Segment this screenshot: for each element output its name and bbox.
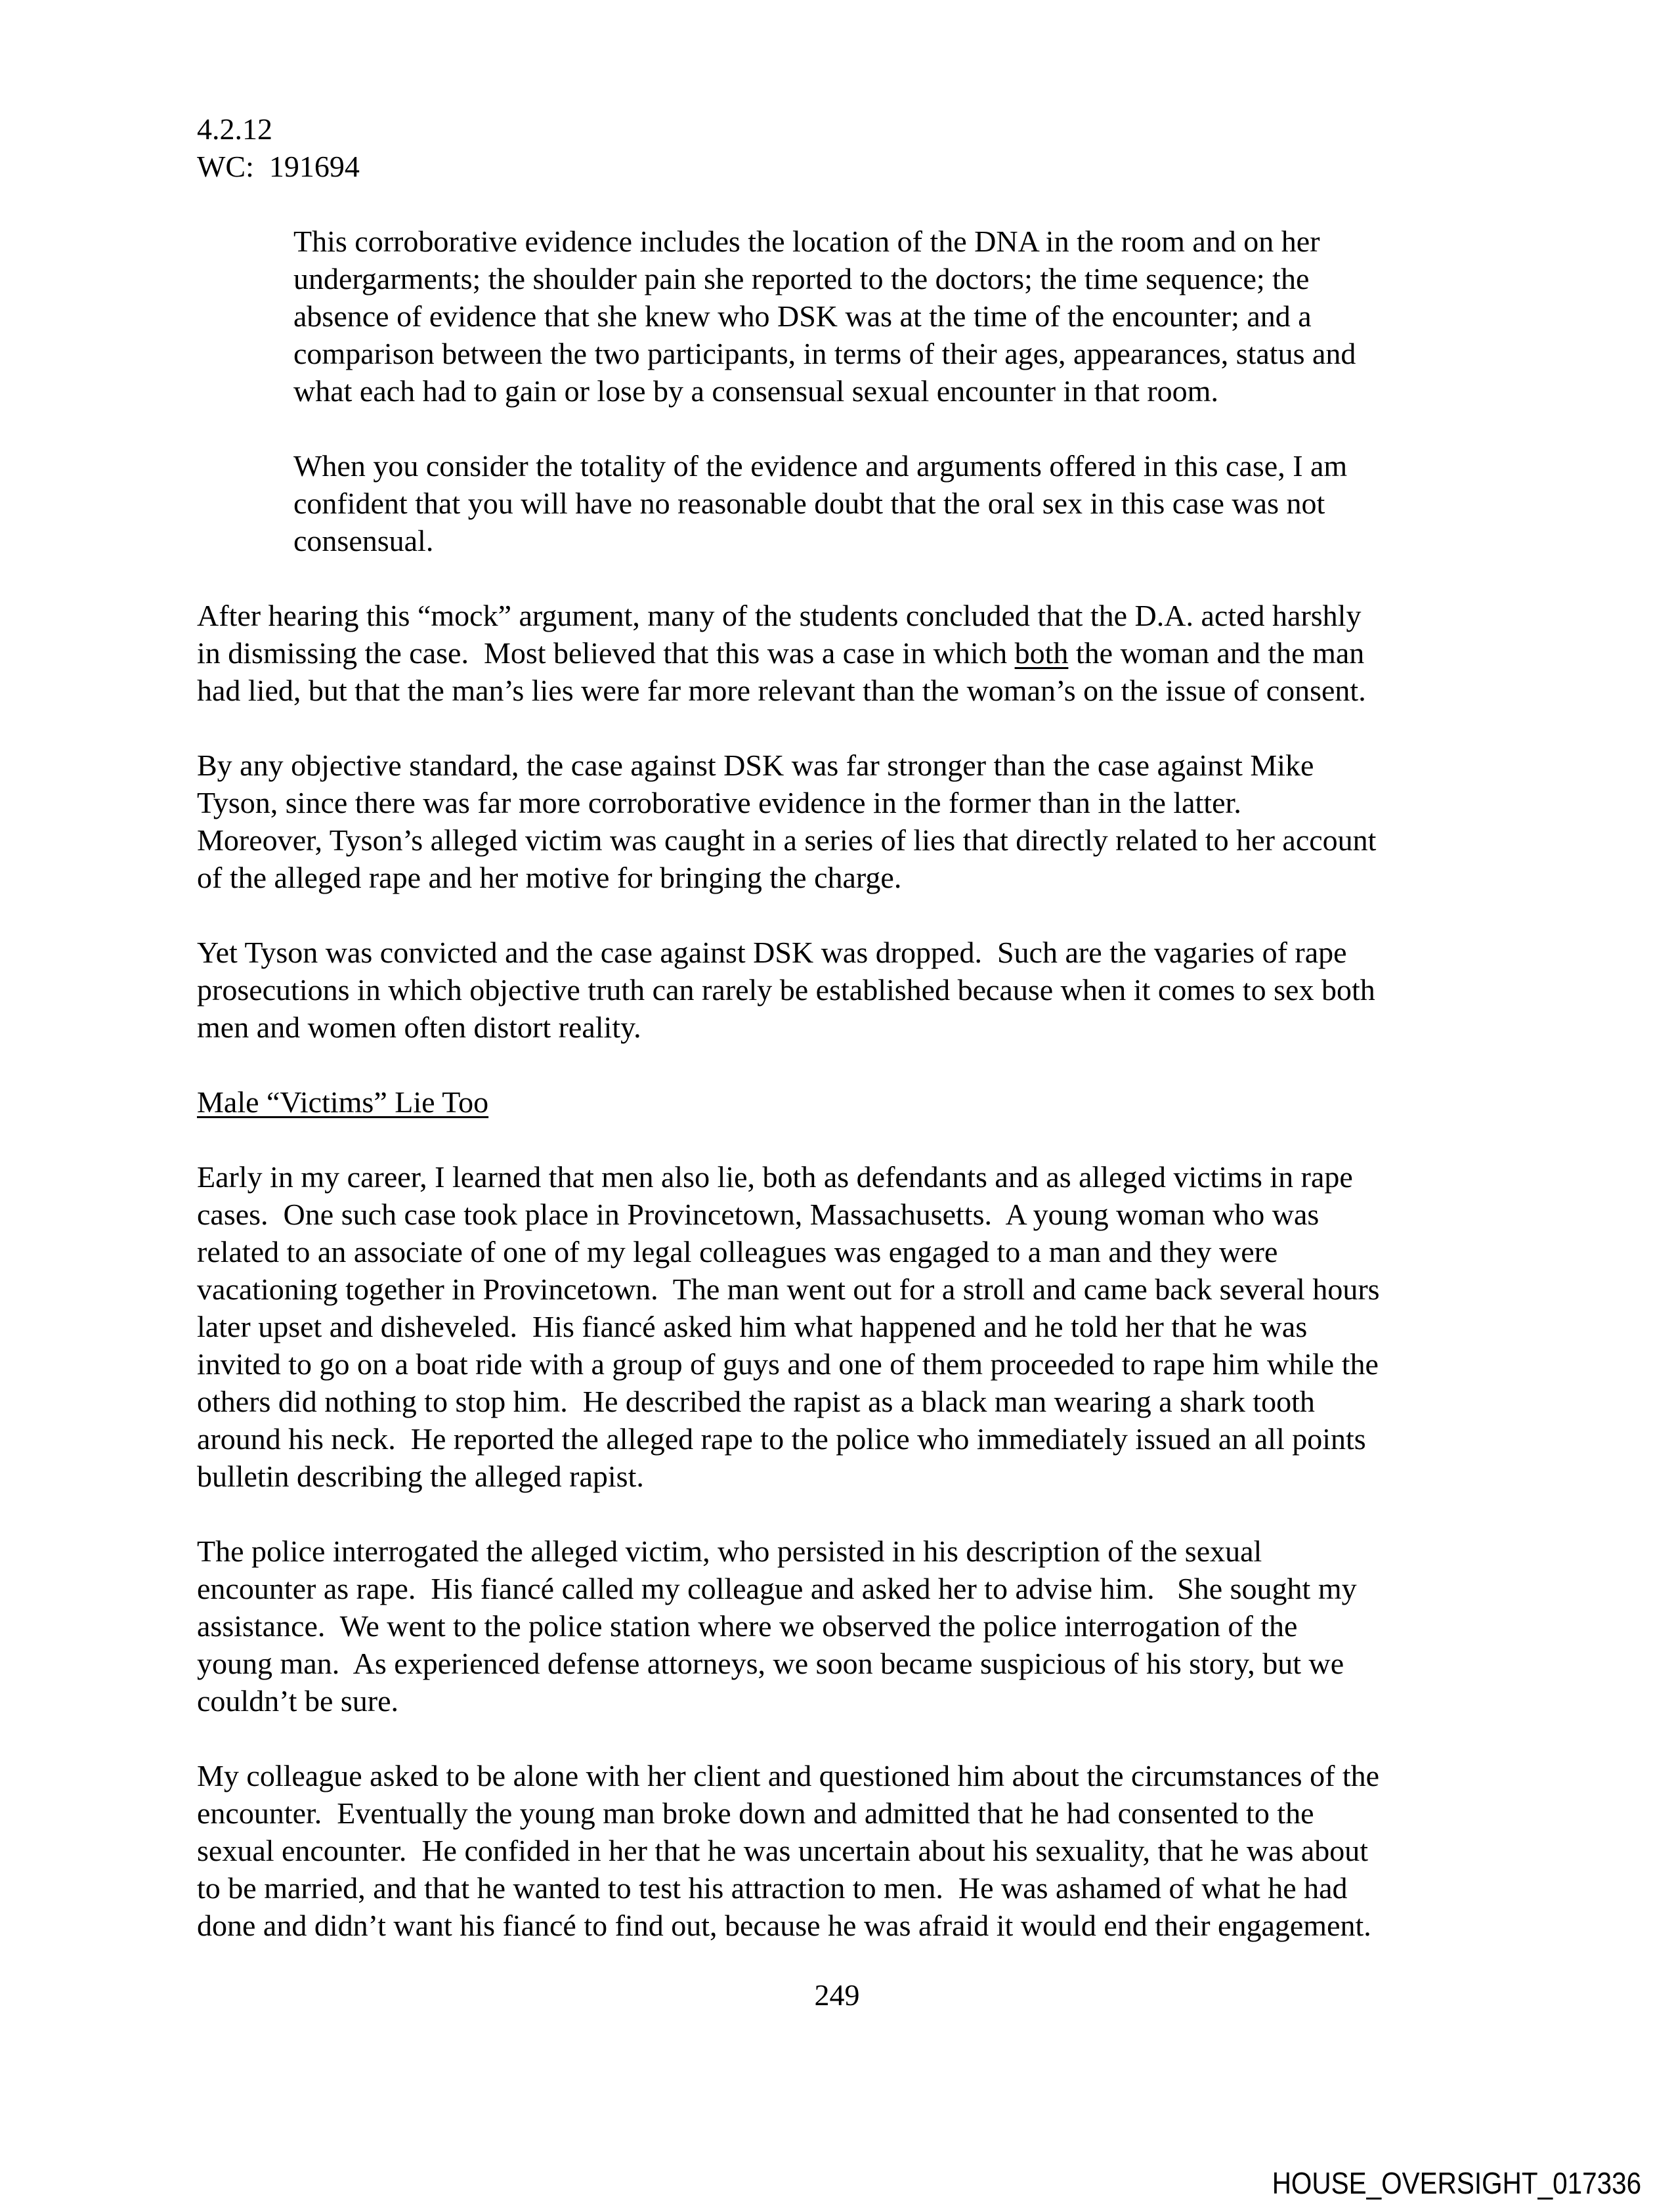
- draft-date: 4.2.12: [197, 112, 272, 146]
- text-line: later upset and disheveled. His fiancé asked him what happened and he told her that he was: [197, 1310, 1308, 1343]
- text-line: confident that you will have no reasonable doubt that the oral sex in this case was not: [293, 487, 1325, 520]
- body-paragraph-objective-standard: [197, 747, 1477, 896]
- text-line: Yet Tyson was convicted and the case against DSK was dropped. Such are the vagaries of rape: [197, 936, 1347, 969]
- section-heading: [197, 1083, 1477, 1121]
- text-line: When you consider the totality of the evidence and arguments offered in this case, I am: [293, 449, 1348, 483]
- text-line: This corroborative evidence includes the location of the DNA in the room and on her: [293, 225, 1320, 258]
- text-line: others did nothing to stop him. He described the rapist as a black man wearing a shark tooth: [197, 1385, 1315, 1418]
- text-line: consensual.: [293, 524, 434, 557]
- text-line: bulletin describing the alleged rapist.: [197, 1460, 644, 1493]
- text-line: absence of evidence that she knew who DSK was at the time of the encounter; and a: [293, 299, 1312, 333]
- body-paragraph-vagaries: [197, 934, 1477, 1046]
- body-paragraph-mock-argument: [197, 597, 1477, 709]
- text-line: The police interrogated the alleged victim, who persisted in his description of the sexual: [197, 1534, 1262, 1568]
- body-paragraph-provincetown: [197, 1158, 1477, 1495]
- quote-paragraph: [293, 223, 1475, 410]
- bates-number: HOUSE_OVERSIGHT_017336: [1272, 2166, 1641, 2200]
- text-line: My colleague asked to be alone with her client and questioned him about the circumstances of the: [197, 1759, 1380, 1792]
- text-line: Moreover, Tyson’s alleged victim was caught in a series of lies that directly related to her account: [197, 823, 1377, 857]
- section-heading-text: Male “Victims” Lie Too: [197, 1085, 489, 1119]
- document-header: [197, 110, 1477, 185]
- quote-paragraph: [293, 447, 1475, 559]
- text-line: comparison between the two participants, in terms of their ages, appearances, status and: [293, 337, 1356, 370]
- text-line: Early in my career, I learned that men also lie, both as defendants and as alleged victims in rape: [197, 1160, 1353, 1194]
- text-line: Tyson, since there was far more corroborative evidence in the former than in the latter.: [197, 786, 1241, 819]
- text-line: assistance. We went to the police station where we observed the police interrogation of the: [197, 1609, 1298, 1643]
- text-line: By any objective standard, the case against DSK was far stronger than the case against Mike: [197, 748, 1314, 782]
- text-line: invited to go on a boat ride with a group of guys and one of them proceeded to rape him while the: [197, 1347, 1379, 1381]
- text-line: couldn’t be sure.: [197, 1684, 399, 1718]
- text-line: around his neck. He reported the alleged rape to the police who immediately issued an all points: [197, 1422, 1366, 1456]
- text-line: men and women often distort reality.: [197, 1010, 641, 1044]
- text-line: sexual encounter. He confided in her that he was uncertain about his sexuality, that he was about: [197, 1834, 1369, 1867]
- text-line: encounter. Eventually the young man broke down and admitted that he had consented to the: [197, 1796, 1314, 1830]
- text-segment: in dismissing the case. Most believed that this was a case in which: [197, 636, 1015, 670]
- text-line: vacationing together in Provincetown. The man went out for a stroll and came back several hours: [197, 1272, 1380, 1306]
- body-paragraph-interrogation: [197, 1532, 1477, 1720]
- text-line: encounter as rape. His fiancé called my colleague and asked her to advise him. She sought my: [197, 1572, 1357, 1605]
- document-page: [197, 110, 1477, 1982]
- text-line: to be married, and that he wanted to test his attraction to men. He was ashamed of what he had: [197, 1871, 1348, 1905]
- text-line: young man. As experienced defense attorneys, we soon became suspicious of his story, but we: [197, 1647, 1344, 1680]
- text-line: After hearing this “mock” argument, many of the students concluded that the D.A. acted harshly: [197, 599, 1362, 632]
- text-line: done and didn’t want his fiancé to find out, because he was afraid it would end their engagement.: [197, 1909, 1371, 1942]
- text-line: prosecutions in which objective truth can rarely be established because when it comes to sex both: [197, 973, 1375, 1007]
- text-line: undergarments; the shoulder pain she reported to the doctors; the time sequence; the: [293, 262, 1310, 295]
- text-line: what each had to gain or lose by a consensual sexual encounter in that room.: [293, 374, 1218, 408]
- text-line: had lied, but that the man’s lies were far more relevant than the woman’s on the issue of consent.: [197, 674, 1366, 707]
- underlined-emphasis: both: [1014, 636, 1069, 670]
- text-line: of the alleged rape and her motive for bringing the charge.: [197, 861, 902, 894]
- word-count: WC: 191694: [197, 150, 360, 183]
- text-line: cases. One such case took place in Provincetown, Massachusetts. A young woman who was: [197, 1198, 1320, 1231]
- block-quote: [293, 223, 1475, 559]
- body-paragraph-confession: [197, 1757, 1477, 1944]
- text-line: related to an associate of one of my legal colleagues was engaged to a man and they were: [197, 1235, 1278, 1269]
- text-segment: the woman and the man: [1068, 636, 1365, 670]
- page-number: 249: [814, 1978, 860, 2012]
- text-line: [197, 634, 1477, 672]
